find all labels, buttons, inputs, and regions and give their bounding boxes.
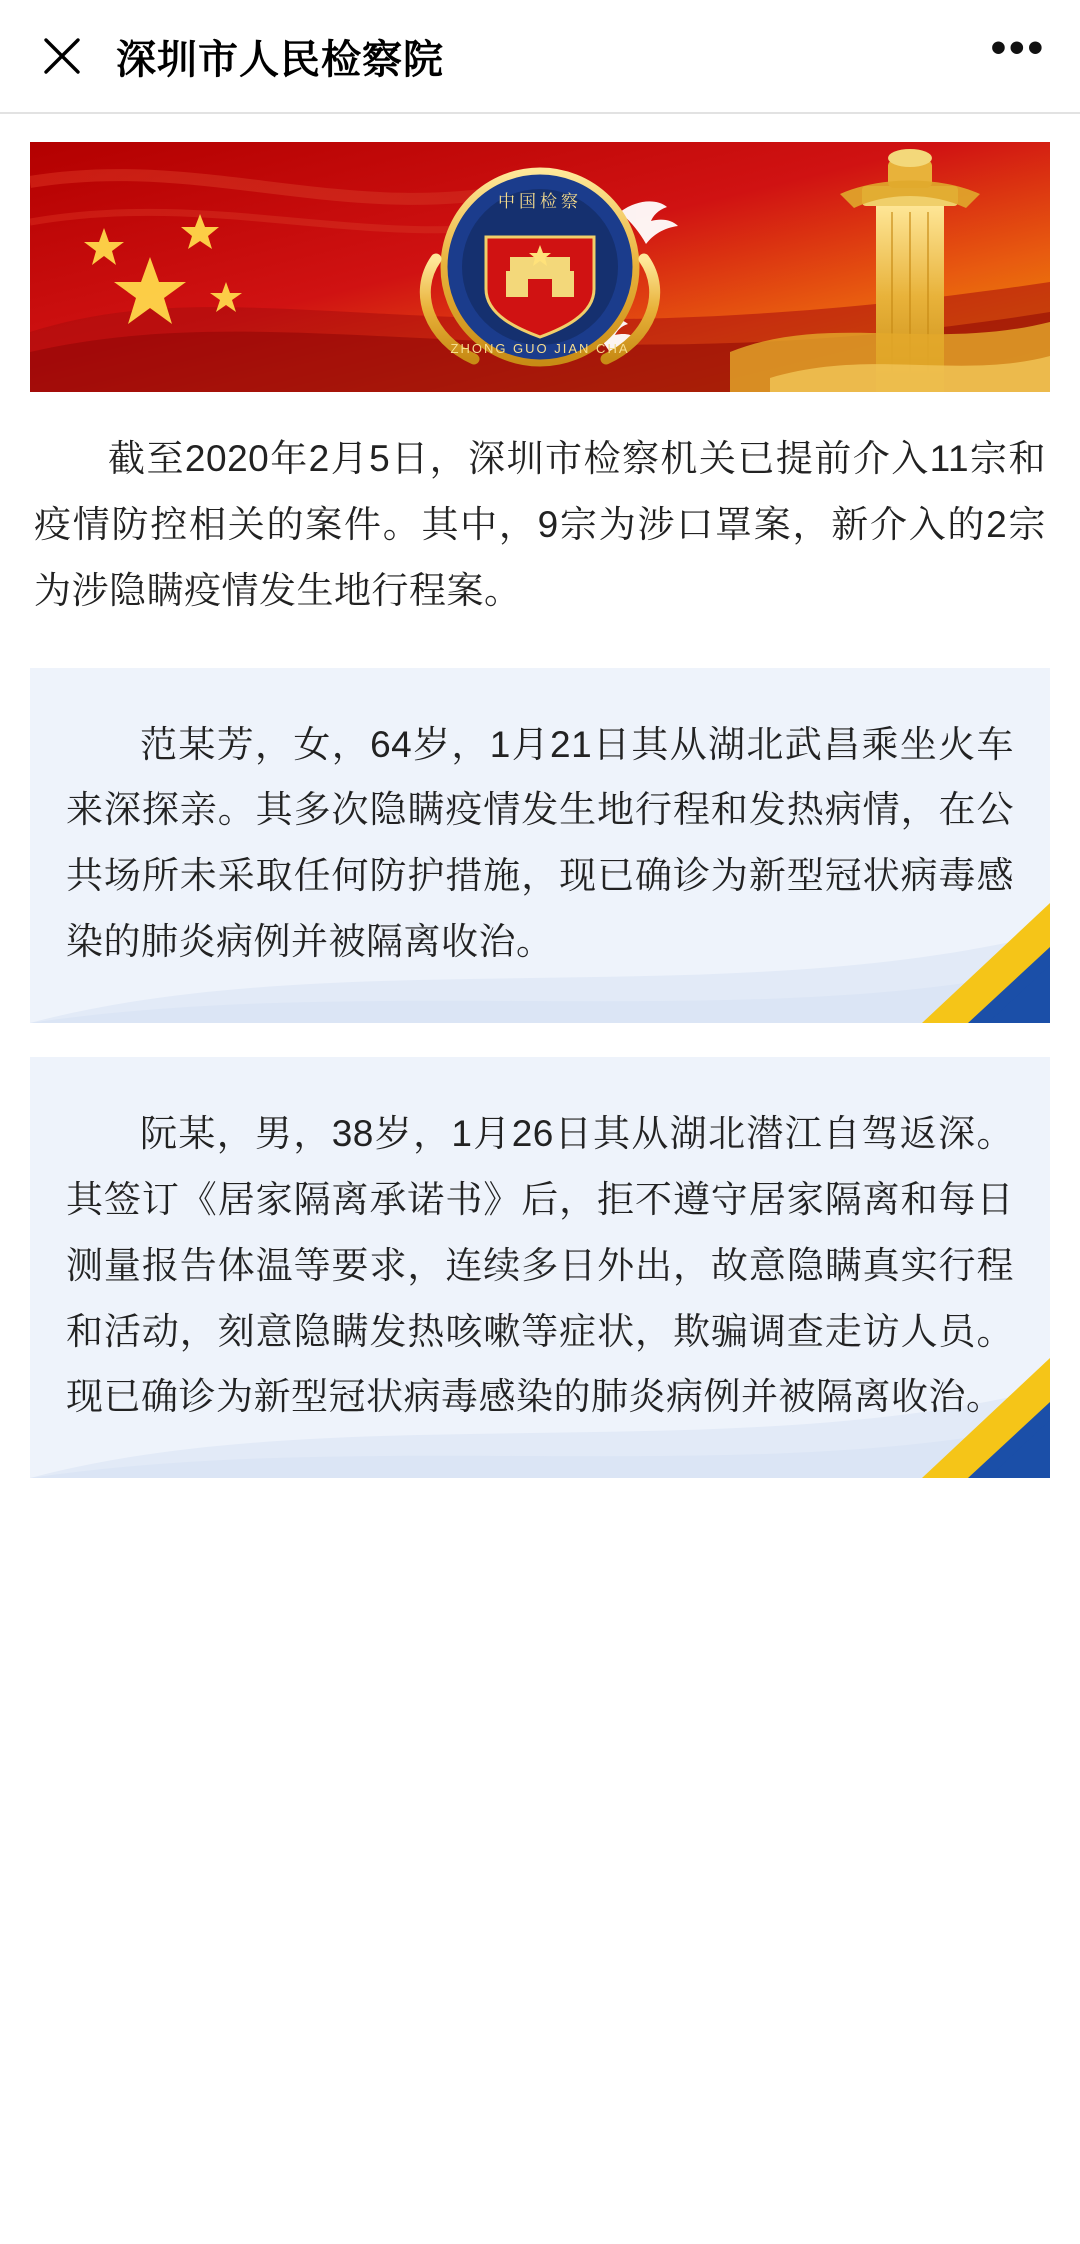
article-body xyxy=(0,142,1080,1538)
intro-paragraph: 截至2020年2月5日，深圳市检察机关已提前介入11宗和疫情防控相关的案件。其中，9宗为涉口罩案，新介入的2宗为涉隐瞒疫情发生地行程案。 xyxy=(34,438,1046,611)
highlight-card-2 xyxy=(30,1057,1050,1478)
card-content-1 xyxy=(30,668,1050,1023)
svg-text:ZHONG GUO JIAN CHA: ZHONG GUO JIAN CHA xyxy=(450,341,630,356)
close-icon[interactable] xyxy=(34,28,90,84)
banner-image-wrapper xyxy=(30,142,1050,392)
card-paragraph-2: 阮某，男，38岁，1月26日其从湖北潜江自驾返深。其签订《居家隔离承诺书》后，拒不遵守居家隔离和每日测量报告体温等要求，连续多日外出，故意隐瞒真实行程和活动，刻意隐瞒发热咳嗽等症状，欺骗调查走访人员。现已确诊为新型冠状病毒感染的肺炎病例并被隔离收治。 xyxy=(66,1113,1014,1418)
card-content-2 xyxy=(30,1057,1050,1478)
nav-divider xyxy=(0,112,1080,114)
page-title: 深圳市人民检察院 xyxy=(116,37,444,82)
banner-image xyxy=(30,142,1050,392)
top-navigation-bar xyxy=(0,0,1080,112)
svg-text:中国检察: 中国检察 xyxy=(498,192,582,211)
card-paragraph-1: 范某芳，女，64岁，1月21日其从湖北武昌乘坐火车来深探亲。其多次隐瞒疫情发生地行程和发热病情，在公共场所未采取任何防护措施，现已确诊为新型冠状病毒感染的肺炎病例并被隔离收治。 xyxy=(66,723,1014,963)
more-options-icon[interactable]: ••• xyxy=(990,23,1046,72)
highlight-card-1 xyxy=(30,668,1050,1023)
